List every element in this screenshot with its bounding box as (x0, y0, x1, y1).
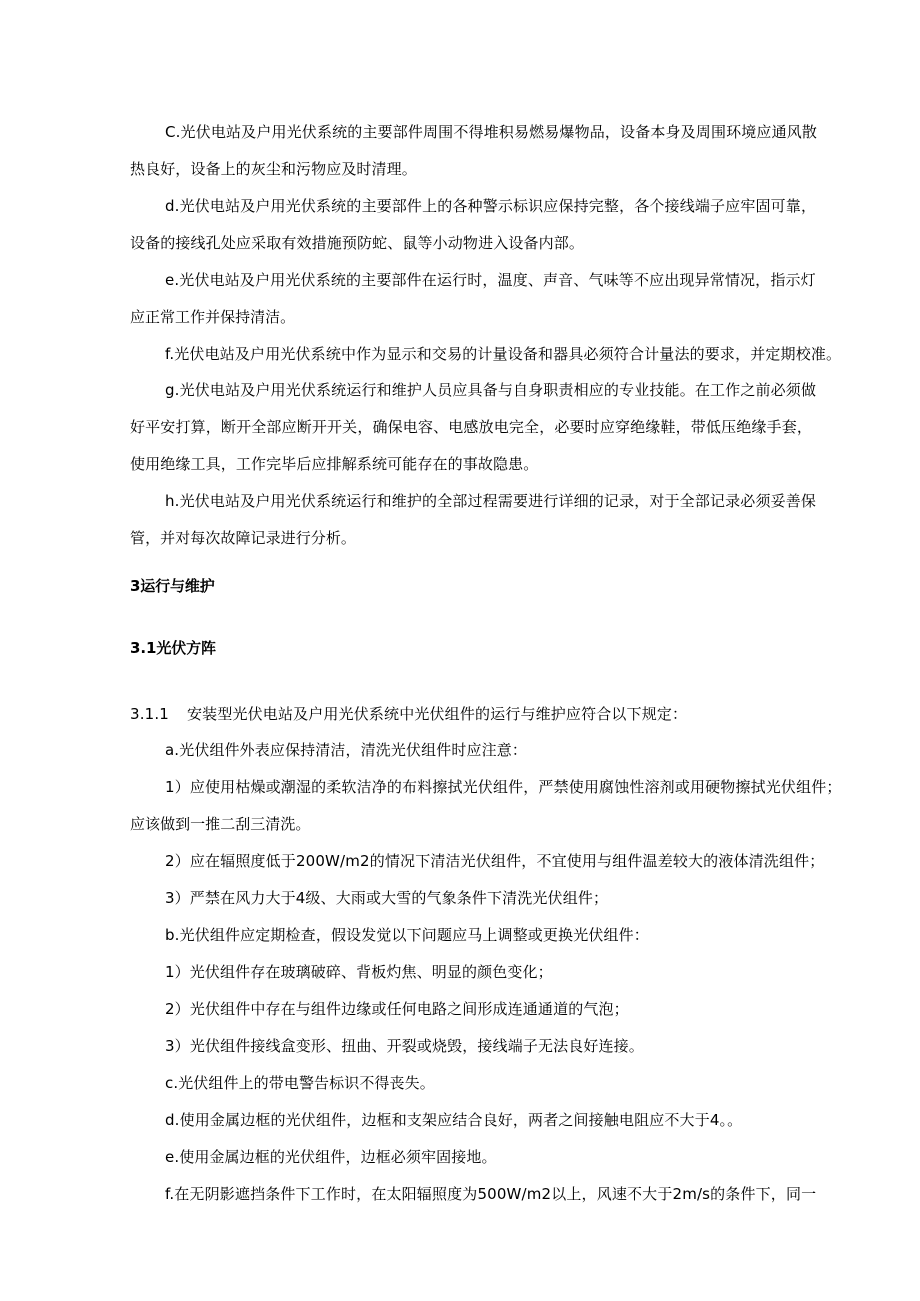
item-b2: 2）光伏组件中存在与组件边缘或任何电路之间形成连通通道的气泡； (165, 1000, 629, 1018)
item-e: e.使用金属边框的光伏组件，边框必须牢固接地。 (165, 1148, 497, 1166)
para-c-line2: 热良好，设备上的灰尘和污物应及时清理。 (130, 160, 417, 178)
para-g-line1: g.光伏电站及户用光伏系统运行和维护人员应具备与自身职责相应的专业技能。在工作之前必须做 (165, 381, 817, 399)
para-e-line1: e.光伏电站及户用光伏系统的主要部件在运行时，温度、声音、气味等不应出现异常情况，指示灯 (165, 271, 816, 289)
clause-text: 安装型光伏电站及户用光伏系统中光伏组件的运行与维护应符合以下规定： (187, 705, 688, 723)
item-b3: 3）光伏组件接线盒变形、扭曲、开裂或烧毁，接线端子无法良好连接。 (165, 1037, 644, 1055)
item-a1-line1: 1）应使用枯燥或潮湿的柔软洁净的布料擦拭光伏组件，严禁使用腐蚀性溶剂或用硬物擦拭光伏组件； (165, 778, 842, 796)
item-a3: 3）严禁在风力大于4级、大雨或大雪的气象条件下清洗光伏组件； (165, 889, 609, 907)
item-a: a.光伏组件外表应保持清洁，清洗光伏组件时应注意： (165, 741, 527, 759)
para-c-line1: C.光伏电站及户用光伏系统的主要部件周围不得堆积易燃易爆物品，设备本身及周围环境应通风散 (165, 123, 818, 141)
item-a2: 2）应在辐照度低于200W/m2的情况下清洁光伏组件，不宜使用与组件温差较大的液体清洗组件； (165, 852, 825, 870)
item-d: d.使用金属边框的光伏组件，边框和支架应结合良好，两者之间接触电阻应不大于4。。 (165, 1111, 743, 1129)
heading-3: 3运行与维护 (130, 577, 215, 595)
item-f: f.在无阴影遮挡条件下工作时，在太阳辐照度为500W/m2以上，风速不大于2m/s的条件下，同一 (165, 1185, 817, 1203)
clause-3-1-1 (130, 704, 910, 724)
item-c: c.光伏组件上的带电警告标识不得丧失。 (165, 1074, 435, 1092)
item-b1: 1）光伏组件存在玻璃破碎、背板灼焦、明显的颜色变化； (165, 963, 553, 981)
clause-number: 3.1.1 (130, 705, 169, 723)
para-h-line1: h.光伏电站及户用光伏系统运行和维护的全部过程需要进行详细的记录，对于全部记录必须妥善保 (165, 492, 817, 510)
para-d-line2: 设备的接线孔处应采取有效措施预防蛇、鼠等小动物进入设备内部。 (130, 234, 585, 252)
para-d-line1: d.光伏电站及户用光伏系统的主要部件上的各种警示标识应保持完整，各个接线端子应牢固可靠， (165, 197, 817, 215)
heading-3-1: 3.1光伏方阵 (130, 639, 216, 657)
item-b: b.光伏组件应定期检查，假设发觉以下问题应马上调整或更换光伏组件： (165, 926, 649, 944)
para-h-line2: 管，并对每次故障记录进行分析。 (130, 529, 357, 547)
para-f-line1: f.光伏电站及户用光伏系统中作为显示和交易的计量设备和器具必须符合计量法的要求，并定期校准。 (165, 345, 842, 363)
item-a1-line2: 应该做到一推二刮三清洗。 (130, 815, 311, 833)
para-g-line2: 好平安打算，断开全部应断开开关，确保电容、电感放电完全，必要时应穿绝缘鞋，带低压绝缘手套， (130, 418, 813, 436)
para-g-line3: 使用绝缘工具，工作完毕后应排解系统可能存在的事故隐患。 (130, 455, 539, 473)
para-e-line2: 应正常工作并保持清洁。 (130, 308, 296, 326)
